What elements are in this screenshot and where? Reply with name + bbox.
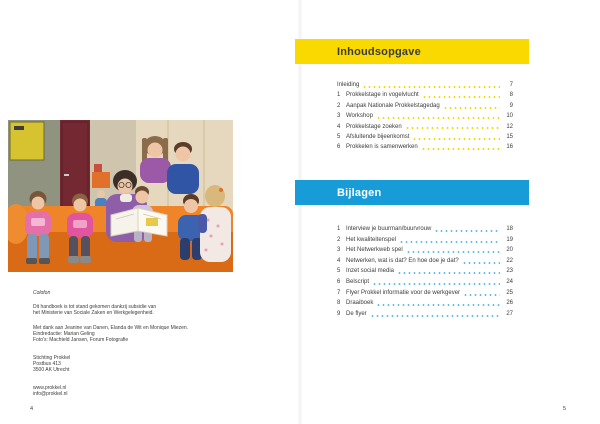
toc-item-label: Prokkelen is samenwerken bbox=[346, 144, 418, 151]
bijlagen-item-number: 6 bbox=[337, 278, 341, 285]
toc-item-label: Inleiding bbox=[337, 82, 360, 88]
toc-item-label: Prokkelstage zoeken bbox=[346, 123, 402, 130]
bijlagen-item-page: 26 bbox=[506, 300, 513, 307]
bijlagen-item-page: 23 bbox=[506, 268, 513, 275]
toc-item-page: 9 bbox=[509, 102, 513, 109]
toc-item-label: Aanpak Nationale Prokkelstagedag bbox=[346, 102, 440, 109]
org-address: 3500 AK Utrecht bbox=[33, 367, 70, 373]
bijlagen-item bbox=[337, 235, 513, 246]
bijlagen-item bbox=[337, 309, 513, 320]
toc-item-page: 7 bbox=[509, 82, 513, 88]
bijlagen-item-page: 25 bbox=[506, 289, 513, 296]
website-link: www.prokkel.nl bbox=[33, 385, 67, 391]
bijlagen-item-page: 27 bbox=[506, 310, 513, 317]
bijlagen-item-number: 5 bbox=[337, 268, 341, 275]
bijlagen-item-label: De flyer bbox=[346, 310, 367, 317]
bijlagen-item-page: 19 bbox=[506, 236, 513, 243]
toc-item-page: 8 bbox=[509, 92, 513, 99]
bijlagen-item-label: Belscript bbox=[346, 278, 370, 285]
toc-item-page: 12 bbox=[506, 123, 513, 130]
toc-item-number: 5 bbox=[337, 133, 341, 140]
toc-item-number: 2 bbox=[337, 102, 341, 109]
bijlagen-item-number: 3 bbox=[337, 247, 341, 254]
dotted-leader bbox=[443, 101, 500, 111]
toc-item-page: 10 bbox=[506, 113, 513, 120]
dotted-leader bbox=[397, 266, 500, 277]
dotted-leader bbox=[421, 142, 500, 152]
bijlagen-item-number: 2 bbox=[337, 236, 341, 243]
bijlagen-item-number: 7 bbox=[337, 289, 341, 296]
toc-item bbox=[337, 80, 513, 90]
toc-item bbox=[337, 90, 513, 100]
bijlagen-item-label: Het Netwerkweb spel bbox=[346, 247, 403, 254]
toc-item-number: 1 bbox=[337, 92, 341, 99]
bijlagen-title: Bijlagen bbox=[337, 186, 382, 199]
bijlagen-item-page: 22 bbox=[506, 257, 513, 264]
dotted-leader bbox=[434, 224, 500, 235]
page-number-left: 4 bbox=[30, 406, 34, 412]
toc-item-number: 3 bbox=[337, 113, 341, 120]
toc-header-banner bbox=[295, 39, 529, 64]
colophon-title: Colofon bbox=[33, 290, 51, 296]
toc-list bbox=[337, 80, 513, 153]
colophon-line: Dit handboek is tot stand gekomen dankzij subsidie van bbox=[33, 304, 157, 310]
dotted-leader bbox=[463, 288, 500, 299]
bijlagen-item-number: 1 bbox=[337, 226, 341, 232]
page-number-right: 5 bbox=[563, 406, 567, 412]
bijlagen-item bbox=[337, 266, 513, 277]
dotted-leader bbox=[405, 122, 500, 132]
bijlagen-item-number: 8 bbox=[337, 300, 341, 307]
bijlagen-item bbox=[337, 245, 513, 256]
toc-item-page: 16 bbox=[506, 144, 513, 151]
bijlagen-item-label: Flyer Prokkel informatie voor de werkgever bbox=[346, 289, 461, 296]
bijlagen-item-number: 4 bbox=[337, 257, 341, 264]
bijlagen-item-page: 18 bbox=[506, 226, 513, 232]
org-name: Stichting Prokkel bbox=[33, 355, 71, 361]
toc-item-page: 15 bbox=[506, 133, 513, 140]
toc-item-number: 4 bbox=[337, 123, 341, 130]
dotted-leader bbox=[412, 132, 500, 142]
bijlagen-item-label: Netwerken, wat is dat? En hoe doe je dat? bbox=[346, 257, 459, 264]
colophon-line: het Ministerie van Sociale Zaken en Werkgelegenheid. bbox=[33, 310, 154, 316]
bijlagen-item bbox=[337, 224, 513, 235]
dotted-leader bbox=[376, 298, 500, 309]
colophon-line: Eindredactie: Marian Geling bbox=[33, 331, 95, 337]
colophon-contact bbox=[33, 385, 218, 397]
bijlagen-item-label: Interview je buurman/buurvrouw bbox=[346, 226, 432, 232]
bijlagen-item-label: Het kwaliteitenspel bbox=[346, 236, 397, 243]
bijlagen-item-label: Draaiboek bbox=[346, 300, 374, 307]
dotted-leader bbox=[406, 245, 500, 256]
toc-item-label: Afsluitende bijeenkomst bbox=[346, 133, 410, 140]
bijlagen-header-banner bbox=[295, 180, 529, 205]
dotted-leader bbox=[372, 277, 500, 288]
dotted-leader bbox=[422, 90, 500, 100]
colophon bbox=[33, 290, 218, 406]
bijlagen-item bbox=[337, 298, 513, 309]
toc-item bbox=[337, 101, 513, 111]
bijlagen-item-page: 20 bbox=[506, 247, 513, 254]
bijlagen-item bbox=[337, 288, 513, 299]
bijlagen-item-page: 24 bbox=[506, 278, 513, 285]
toc-title: Inhoudsopgave bbox=[337, 45, 421, 58]
colophon-line: Met dank aan Jeanine van Danen, Elanda de Wit en Monique Miezen. bbox=[33, 325, 189, 331]
colophon-line: Foto's: Machteld Jansen, Forum Fotografie bbox=[33, 337, 129, 343]
colophon-address bbox=[33, 355, 218, 373]
children-reading-photo bbox=[8, 120, 233, 272]
dotted-leader bbox=[376, 111, 500, 121]
bijlagen-item-label: Inzet social media bbox=[346, 268, 395, 275]
email-link: info@prokkel.nl bbox=[33, 391, 68, 397]
toc-item-label: Workshop bbox=[346, 113, 373, 120]
dotted-leader bbox=[362, 80, 500, 90]
dotted-leader bbox=[399, 235, 500, 246]
org-address: Postbus 413 bbox=[33, 361, 61, 367]
colophon-subsidy-note bbox=[33, 304, 218, 316]
bijlagen-item-number: 9 bbox=[337, 310, 341, 317]
bijlagen-item bbox=[337, 256, 513, 267]
toc-item bbox=[337, 122, 513, 132]
bijlagen-item bbox=[337, 277, 513, 288]
dotted-leader bbox=[462, 256, 500, 267]
colophon-credits bbox=[33, 325, 218, 343]
toc-item bbox=[337, 111, 513, 121]
toc-item-number: 6 bbox=[337, 144, 341, 151]
bijlagen-list bbox=[337, 224, 513, 319]
dotted-leader bbox=[370, 309, 500, 320]
toc-item-label: Prokkelstage in vogelvlucht bbox=[346, 92, 419, 99]
toc-item bbox=[337, 132, 513, 142]
toc-item bbox=[337, 142, 513, 152]
